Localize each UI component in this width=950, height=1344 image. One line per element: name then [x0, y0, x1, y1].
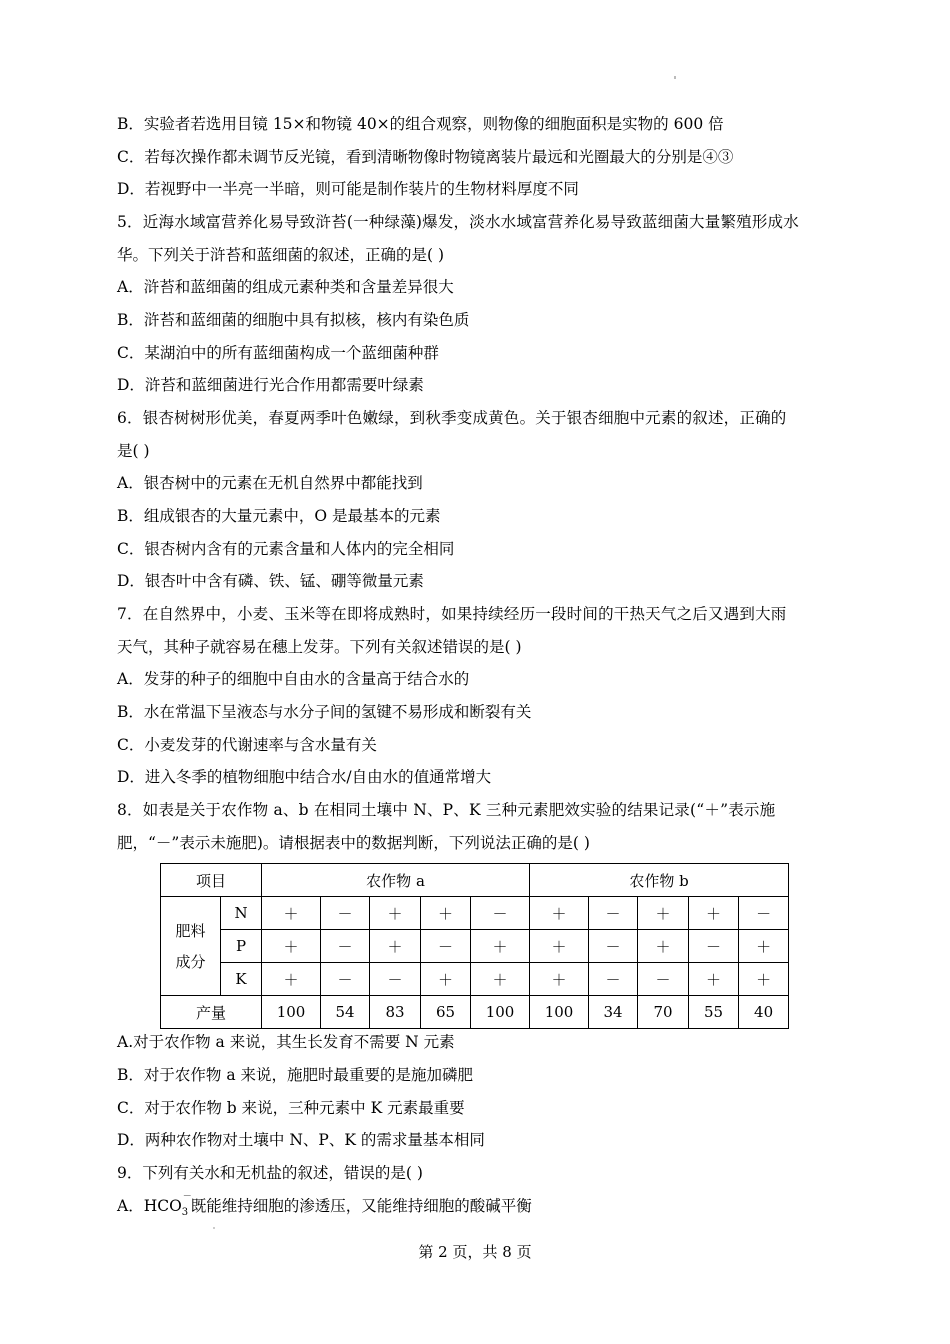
yield-row — [161, 996, 789, 1029]
table-cell: － — [321, 963, 370, 996]
fertilizer-label — [161, 897, 221, 996]
table-cell: － — [370, 963, 421, 996]
table-header-row — [161, 864, 789, 897]
table-cell: ＋ — [530, 963, 589, 996]
yield-cell: 100 — [471, 996, 530, 1029]
table-cell: － — [589, 897, 638, 930]
table-cell: ＋ — [471, 930, 530, 963]
question-6-line-2: 是( ) — [117, 442, 150, 460]
option-d-q5: D．浒苔和蓝细菌进行光合作用都需要叶绿素 — [117, 376, 424, 394]
fertilizer-label-1: 肥料 — [175, 922, 206, 940]
table-cell: ＋ — [739, 963, 789, 996]
option-b-q4: B．实验者若选用目镜 15×和物镜 40×的组合观察，则物像的细胞面积是实物的 600 倍 — [117, 115, 724, 133]
bicarbonate-superscript: － — [182, 1192, 192, 1202]
table-cell: － — [589, 930, 638, 963]
option-c-q6: C．银杏树内含有的元素含量和人体内的完全相同 — [117, 540, 455, 558]
table-cell: ＋ — [421, 963, 471, 996]
table-cell: ＋ — [739, 930, 789, 963]
option-c-q5: C．某湖泊中的所有蓝细菌构成一个蓝细菌种群 — [117, 344, 439, 362]
question-8-line-1: 8．如表是关于农作物 a、b 在相同土壤中 N、P、K 三种元素肥效实验的结果记录(“＋”表示施 — [117, 801, 776, 819]
nutrient-label: K — [221, 963, 262, 996]
header-item: 项目 — [161, 864, 262, 897]
table-cell: ＋ — [421, 897, 471, 930]
option-b-q8: B．对于农作物 a 来说，施肥时最重要的是施加磷肥 — [117, 1066, 473, 1084]
header-crop-a: 农作物 a — [262, 864, 530, 897]
option-a-q9-text: 既能维持细胞的渗透压，又能维持细胞的酸碱平衡 — [190, 1197, 532, 1215]
yield-cell: 55 — [689, 996, 739, 1029]
question-6-line-1: 6．银杏树树形优美，春夏两季叶色嫩绿，到秋季变成黄色。关于银杏细胞中元素的叙述，正确的 — [117, 409, 787, 427]
question-7-line-2: 天气，其种子就容易在穗上发芽。下列有关叙述错误的是( ) — [117, 638, 522, 656]
option-a-q9 — [117, 1192, 532, 1219]
table-cell: － — [321, 930, 370, 963]
table-cell: ＋ — [638, 897, 689, 930]
question-9: 9．下列有关水和无机盐的叙述，错误的是( ) — [117, 1164, 423, 1182]
table-cell: － — [589, 963, 638, 996]
table-row — [161, 930, 789, 963]
question-8-line-2: 肥，“－”表示未施肥)。请根据表中的数据判断，下列说法正确的是( ) — [117, 834, 590, 852]
yield-cell: 83 — [370, 996, 421, 1029]
yield-cell: 70 — [638, 996, 689, 1029]
nutrient-label: P — [221, 930, 262, 963]
scan-mark — [213, 1227, 215, 1229]
table-cell: ＋ — [530, 930, 589, 963]
table-cell: － — [689, 930, 739, 963]
option-c-q7: C．小麦发芽的代谢速率与含水量有关 — [117, 736, 377, 754]
scan-mark — [674, 76, 676, 79]
table-cell: ＋ — [689, 963, 739, 996]
option-a-q6: A．银杏树中的元素在无机自然界中都能找到 — [117, 474, 423, 492]
yield-cell: 40 — [739, 996, 789, 1029]
question-5-line-2: 华。下列关于浒苔和蓝细菌的叙述，正确的是( ) — [117, 246, 445, 264]
yield-label: 产量 — [161, 996, 262, 1029]
question-5-line-1: 5．近海水域富营养化易导致浒苔(一种绿藻)爆发，淡水水域富营养化易导致蓝细菌大量繁殖形成水 — [117, 213, 799, 231]
page-footer: 第 2 页，共 8 页 — [418, 1243, 532, 1261]
option-d-q6: D．银杏叶中含有磷、铁、锰、硼等微量元素 — [117, 572, 424, 590]
table-cell: ＋ — [471, 963, 530, 996]
option-c-q4: C．若每次操作都未调节反光镜，看到清晰物像时物镜离装片最远和光圈最大的分别是④③ — [117, 148, 734, 166]
table-cell: ＋ — [370, 897, 421, 930]
table-cell: ＋ — [262, 963, 321, 996]
yield-cell: 65 — [421, 996, 471, 1029]
yield-cell: 54 — [321, 996, 370, 1029]
option-d-q8: D．两种农作物对土壤中 N、P、K 的需求量基本相同 — [117, 1131, 485, 1149]
table-cell: － — [638, 963, 689, 996]
table-cell: － — [471, 897, 530, 930]
option-a-q7: A．发芽的种子的细胞中自由水的含量高于结合水的 — [117, 670, 470, 688]
yield-cell: 34 — [589, 996, 638, 1029]
option-d-q7: D．进入冬季的植物细胞中结合水/自由水的值通常增大 — [117, 768, 492, 786]
option-d-q4: D．若视野中一半亮一半暗，则可能是制作装片的生物材料厚度不同 — [117, 180, 579, 198]
header-crop-b: 农作物 b — [530, 864, 789, 897]
option-a-q8: A.对于农作物 a 来说，其生长发育不需要 N 元素 — [117, 1033, 455, 1051]
option-c-q8: C．对于农作物 b 来说，三种元素中 K 元素最重要 — [117, 1099, 465, 1117]
table-cell: － — [421, 930, 471, 963]
option-b-q6: B．组成银杏的大量元素中，O 是最基本的元素 — [117, 507, 441, 525]
yield-cell: 100 — [530, 996, 589, 1029]
table-cell: ＋ — [689, 897, 739, 930]
yield-cell: 100 — [262, 996, 321, 1029]
table-cell: ＋ — [370, 930, 421, 963]
fertilizer-table — [160, 863, 789, 1029]
nutrient-label: N — [221, 897, 262, 930]
option-a-q9-prefix: A．HCO — [117, 1197, 182, 1215]
table-cell: ＋ — [530, 897, 589, 930]
table-cell: ＋ — [262, 930, 321, 963]
table-row — [161, 963, 789, 996]
bicarbonate-subscript: 3 — [181, 1207, 189, 1218]
table-cell: ＋ — [638, 930, 689, 963]
fertilizer-label-2: 成分 — [175, 953, 206, 971]
option-b-q7: B．水在常温下呈液态与水分子间的氢键不易形成和断裂有关 — [117, 703, 532, 721]
table-cell: － — [739, 897, 789, 930]
option-a-q5: A．浒苔和蓝细菌的组成元素种类和含量差异很大 — [117, 278, 454, 296]
table-cell: － — [321, 897, 370, 930]
question-7-line-1: 7．在自然界中，小麦、玉米等在即将成熟时，如果持续经历一段时间的干热天气之后又遇到大雨 — [117, 605, 787, 623]
table-cell: ＋ — [262, 897, 321, 930]
option-b-q5: B．浒苔和蓝细菌的细胞中具有拟核，核内有染色质 — [117, 311, 470, 329]
table-row — [161, 897, 789, 930]
